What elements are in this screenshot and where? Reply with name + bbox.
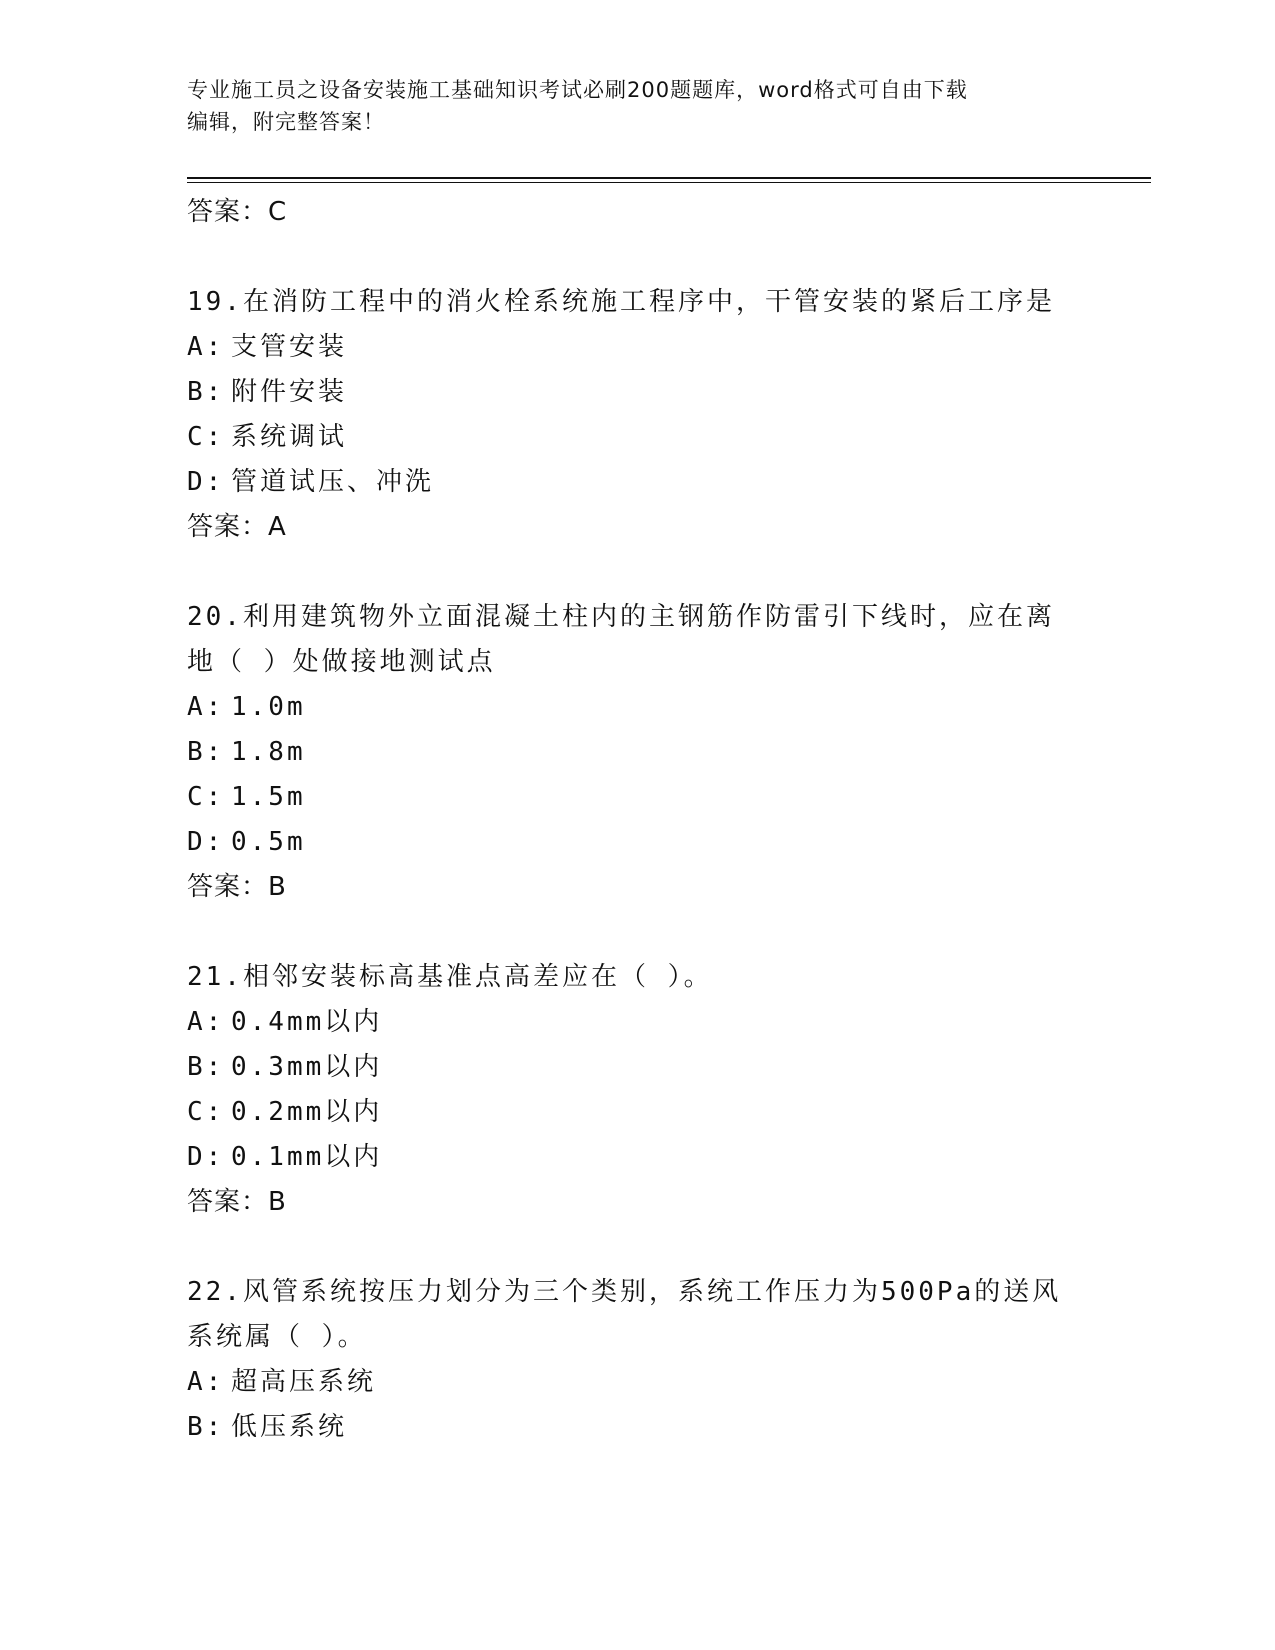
question-21 xyxy=(187,955,1087,1225)
option-a xyxy=(187,325,1087,370)
option-text: 管道试压、冲洗 xyxy=(231,467,435,497)
header-line-1: 专业施工员之设备安装施工基础知识考试必刷200题题库，word格式可自由下载 xyxy=(187,78,968,102)
option-key: D: xyxy=(187,827,225,857)
option-key: B: xyxy=(187,1052,225,1082)
option-text: 系统调试 xyxy=(231,422,348,452)
spacer xyxy=(187,910,1087,955)
option-key: D: xyxy=(187,467,225,497)
header-line-2: 编辑，附完整答案！ xyxy=(187,110,385,134)
option-d xyxy=(187,1135,1087,1180)
option-text: 低压系统 xyxy=(231,1412,348,1442)
option-a xyxy=(187,1000,1087,1045)
spacer xyxy=(187,1225,1087,1270)
header-divider-thin xyxy=(187,182,1151,183)
question-20 xyxy=(187,595,1087,910)
option-key: C: xyxy=(187,782,225,812)
option-text: 附件安装 xyxy=(231,377,348,407)
header-divider-thick xyxy=(187,177,1151,179)
option-text: 超高压系统 xyxy=(231,1367,377,1397)
option-c xyxy=(187,415,1087,460)
option-text: 1.8m xyxy=(231,737,306,767)
option-b xyxy=(187,730,1087,775)
option-a xyxy=(187,685,1087,730)
option-d xyxy=(187,820,1087,865)
option-key: B: xyxy=(187,1412,225,1442)
option-key: A: xyxy=(187,332,225,362)
option-key: A: xyxy=(187,692,225,722)
option-key: B: xyxy=(187,737,225,767)
question-stem: 21.相邻安装标高基准点高差应在（ ）。 xyxy=(187,962,713,992)
option-text: 0.1mm以内 xyxy=(231,1142,383,1172)
question-answer: 答案：B xyxy=(187,1187,287,1217)
question-stem: 19.在消防工程中的消火栓系统施工程序中，干管安装的紧后工序是 xyxy=(187,287,1055,317)
option-key: D: xyxy=(187,1142,225,1172)
option-b xyxy=(187,1405,1087,1450)
option-b xyxy=(187,1045,1087,1090)
option-text: 支管安装 xyxy=(231,332,348,362)
option-key: C: xyxy=(187,1097,225,1127)
question-stem: 20.利用建筑物外立面混凝土柱内的主钢筋作防雷引下线时，应在离地（ ）处做接地测试点 xyxy=(187,602,1055,677)
question-list xyxy=(187,190,1087,1450)
option-key: A: xyxy=(187,1367,225,1397)
option-key: B: xyxy=(187,377,225,407)
option-text: 1.0m xyxy=(231,692,306,722)
question-19 xyxy=(187,280,1087,550)
option-a xyxy=(187,1360,1087,1405)
option-text: 0.2mm以内 xyxy=(231,1097,383,1127)
option-text: 0.3mm以内 xyxy=(231,1052,383,1082)
question-answer: 答案：B xyxy=(187,872,287,902)
spacer xyxy=(187,235,1087,280)
spacer xyxy=(187,550,1087,595)
option-c xyxy=(187,775,1087,820)
option-b xyxy=(187,370,1087,415)
question-22 xyxy=(187,1270,1087,1450)
option-d xyxy=(187,460,1087,505)
question-answer: 答案：A xyxy=(187,512,287,542)
option-text: 1.5m xyxy=(231,782,306,812)
option-text: 0.5m xyxy=(231,827,306,857)
option-key: A: xyxy=(187,1007,225,1037)
previous-answer: 答案：C xyxy=(187,197,288,227)
option-text: 0.4mm以内 xyxy=(231,1007,383,1037)
question-stem: 22.风管系统按压力划分为三个类别，系统工作压力为500Pa的送风系统属（ ）。 xyxy=(187,1277,1062,1352)
option-c xyxy=(187,1090,1087,1135)
document-header xyxy=(187,74,1067,138)
option-key: C: xyxy=(187,422,225,452)
